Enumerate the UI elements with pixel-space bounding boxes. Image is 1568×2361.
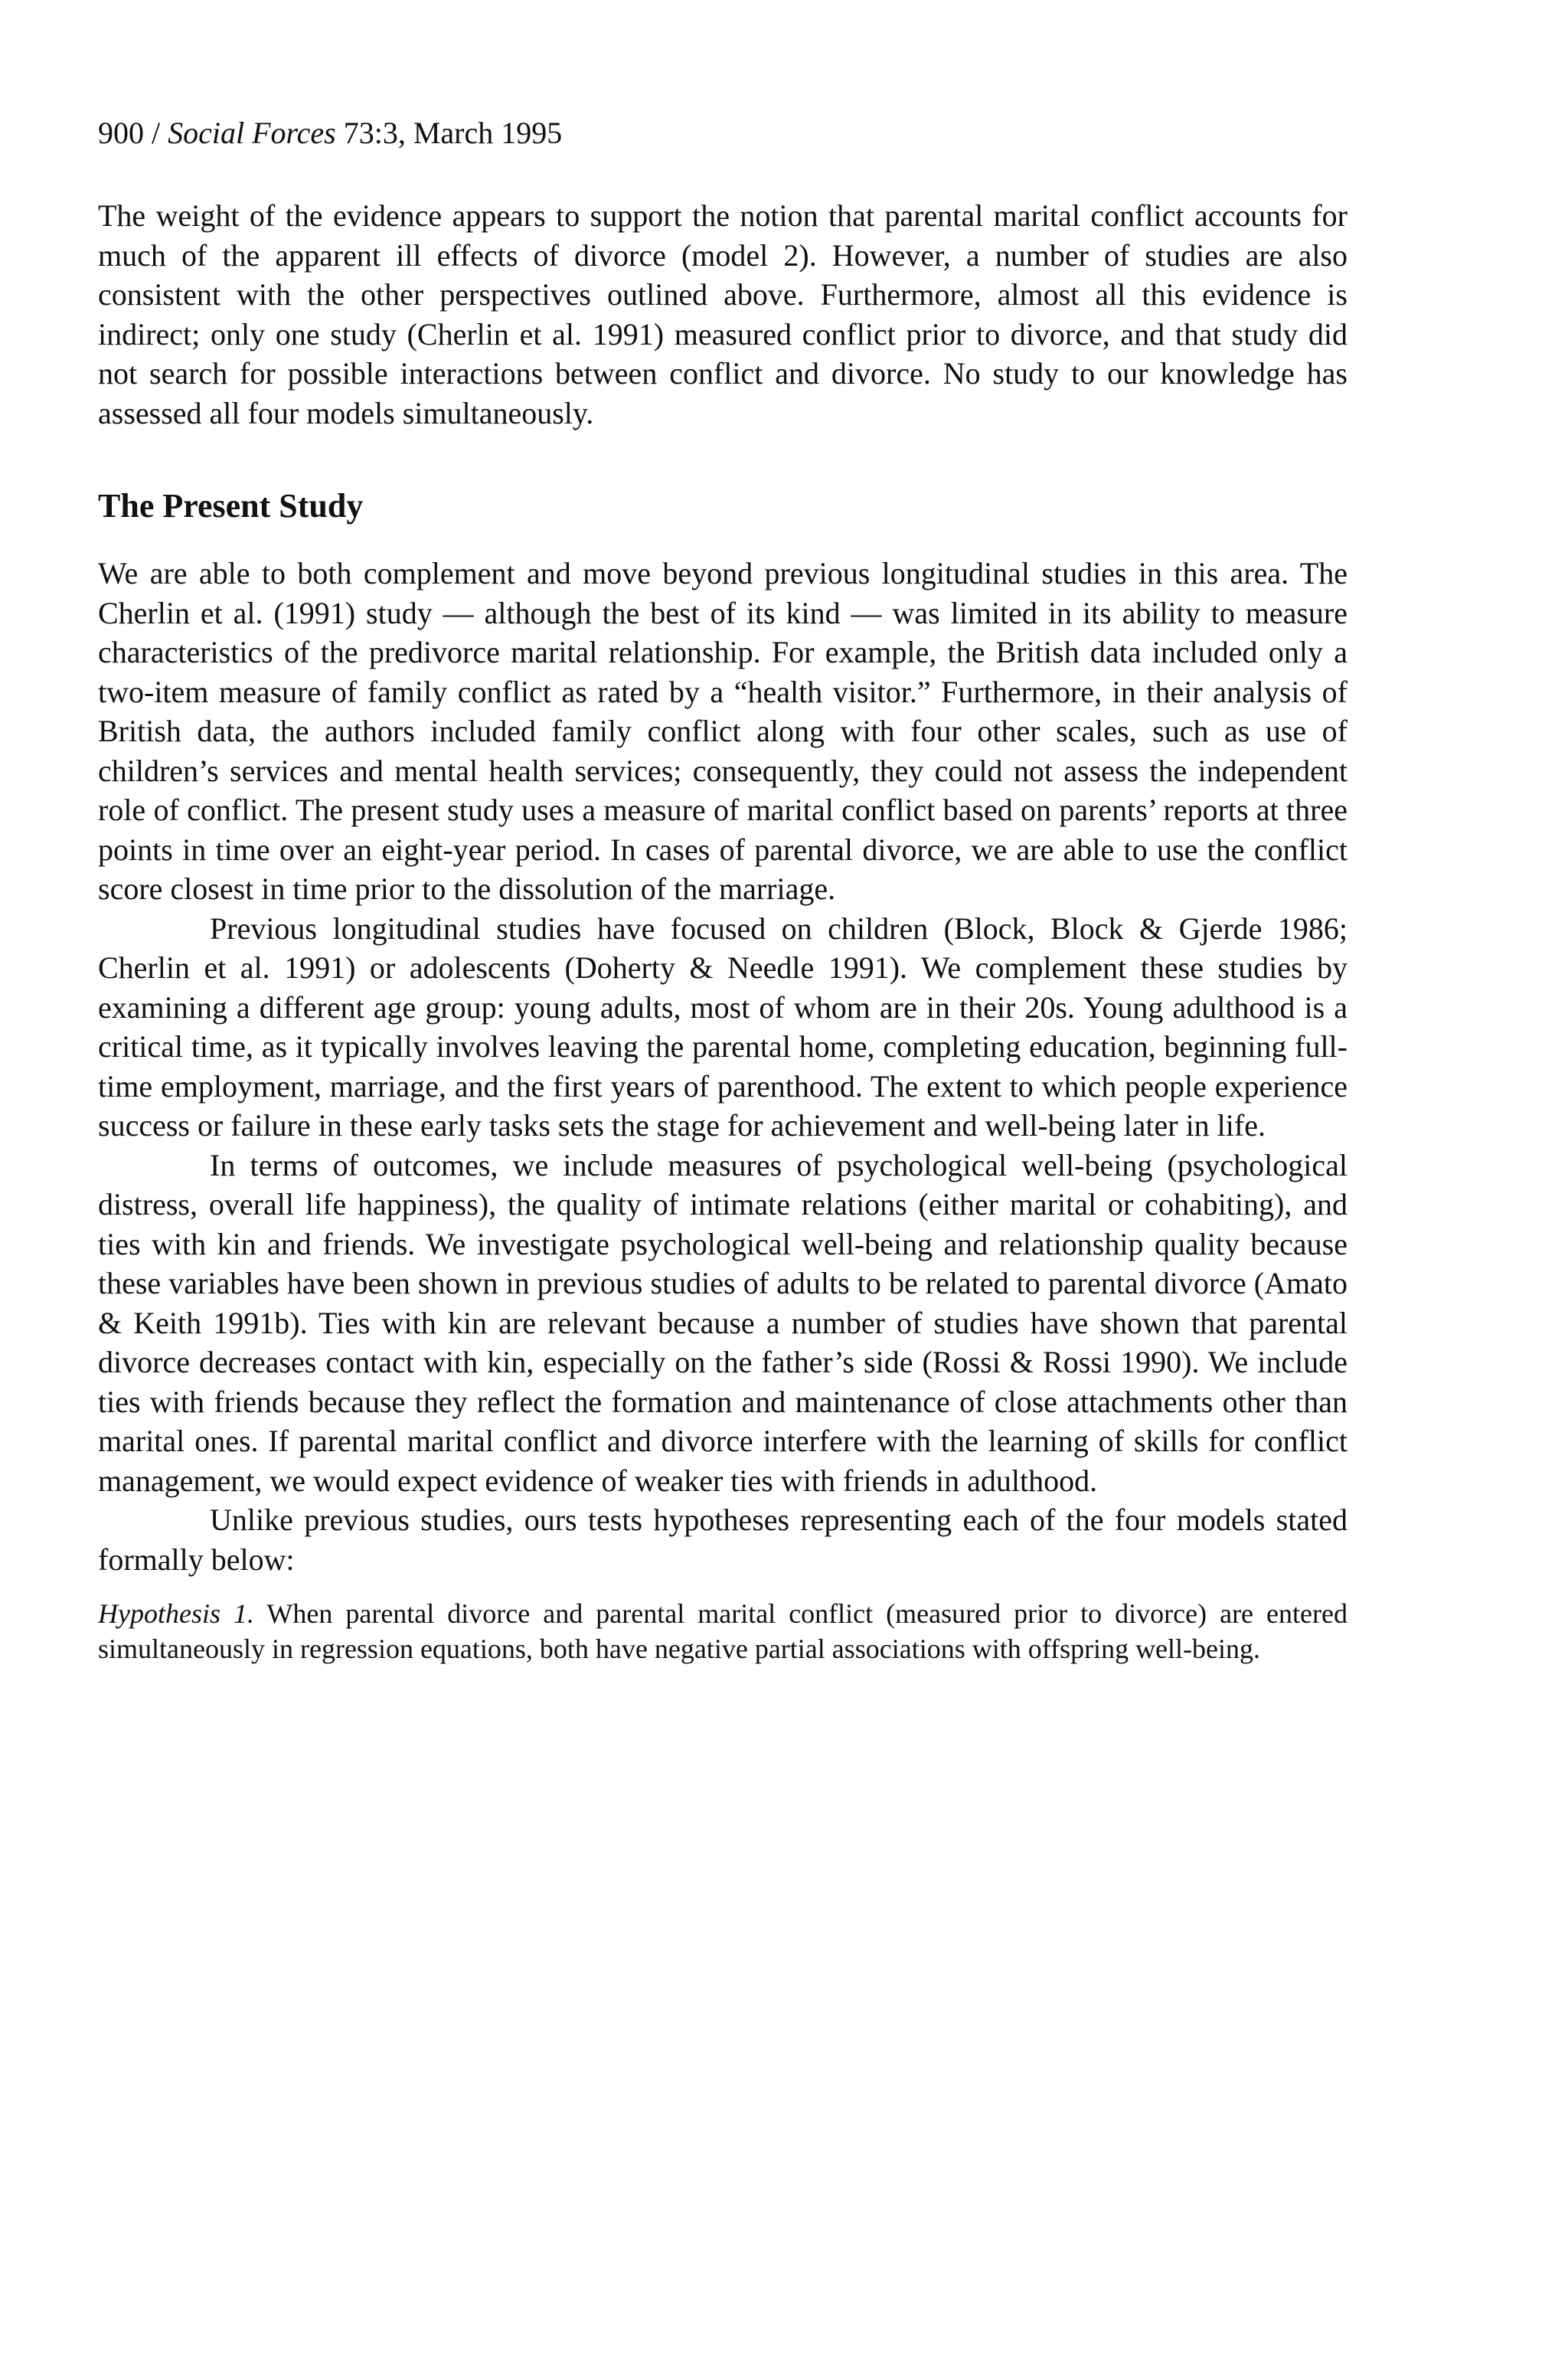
section-heading: The Present Study bbox=[98, 487, 364, 525]
running-head bbox=[98, 113, 1348, 153]
hypothesis-1 bbox=[98, 1596, 1348, 1666]
running-head-separator: / bbox=[152, 116, 161, 150]
journal-issue: 73:3, March 1995 bbox=[343, 116, 563, 150]
page-number: 900 bbox=[98, 116, 144, 150]
hypothesis-1-text: When parental divorce and parental marital conflict (measured prior to divorce) are entered simultaneously in regression equations, both have negative partial associations with offspring well-being. bbox=[98, 1598, 1348, 1664]
hypothesis-1-label: Hypothesis 1. bbox=[98, 1598, 254, 1629]
page bbox=[98, 113, 1348, 1666]
journal-title: Social Forces bbox=[168, 116, 336, 150]
paragraph-longitudinal: Previous longitudinal studies have focused on children (Block, Block & Gjerde 1986; Cherlin et al. 1991) or adolescents (Doherty & Needle 1991). We complement these studies by examining a different age group: young adults, most of whom are in their 20s. Young adulthood is a critical time, as it typically involves leaving the parental home, completing education, beginning full-time employment, marriage, and the first years of parenthood. The extent to which people experience success or failure in these early tasks sets the stage for achievement and well-being later in life. bbox=[98, 911, 1348, 1143]
paragraph-outcomes: In terms of outcomes, we include measures of psychological well-being (psychological distress, overall life happiness), the quality of intimate relations (either marital or cohabiting), and ties with kin and friends. We investigate psychological well-being and relationship quality because these variables have been shown in previous studies of adults to be related to parental divorce (Amato & Keith 1991b). Ties with kin are relevant because a number of studies have shown that parental divorce decreases contact with kin, especially on the father’s side (Rossi & Rossi 1990). We include ties with friends because they reflect the formation and maintenance of close attachments other than marital ones. If parental marital conflict and divorce interfere with the learning of skills for conflict management, we would expect evidence of weaker ties with friends in adulthood. bbox=[98, 1147, 1348, 1498]
paragraph-evidence: The weight of the evidence appears to support the notion that parental marital conflict accounts for much of the apparent ill effects of divorce (model 2). However, a number of studies are also consistent with the other perspectives outlined above. Furthermore, almost all this evidence is indirect; only one study (Cherlin et al. 1991) measured conflict prior to divorce, and that study did not search for possible interactions between conflict and divorce. No study to our knowledge has assessed all four models simultaneously. bbox=[98, 198, 1348, 430]
paragraph-present-study: We are able to both complement and move beyond previous longitudinal studies in this area. The Cherlin et al. (1991) study — although the best of its kind — was limited in its ability to measure characteristics of the predivorce marital relationship. For example, the British data included only a two-item measure of family conflict as rated by a “health visitor.” Furthermore, in their analysis of British data, the authors included family conflict along with four other scales, such as use of children’s services and mental health services; consequently, they could not assess the independent role of conflict. The present study uses a measure of marital conflict based on parents’ reports at three points in time over an eight-year period. In cases of parental divorce, we are able to use the conflict score closest in time prior to the dissolution of the marriage. bbox=[98, 556, 1348, 906]
paragraph-hypotheses-intro: Unlike previous studies, ours tests hypotheses representing each of the four models stated formally below: bbox=[98, 1503, 1348, 1577]
